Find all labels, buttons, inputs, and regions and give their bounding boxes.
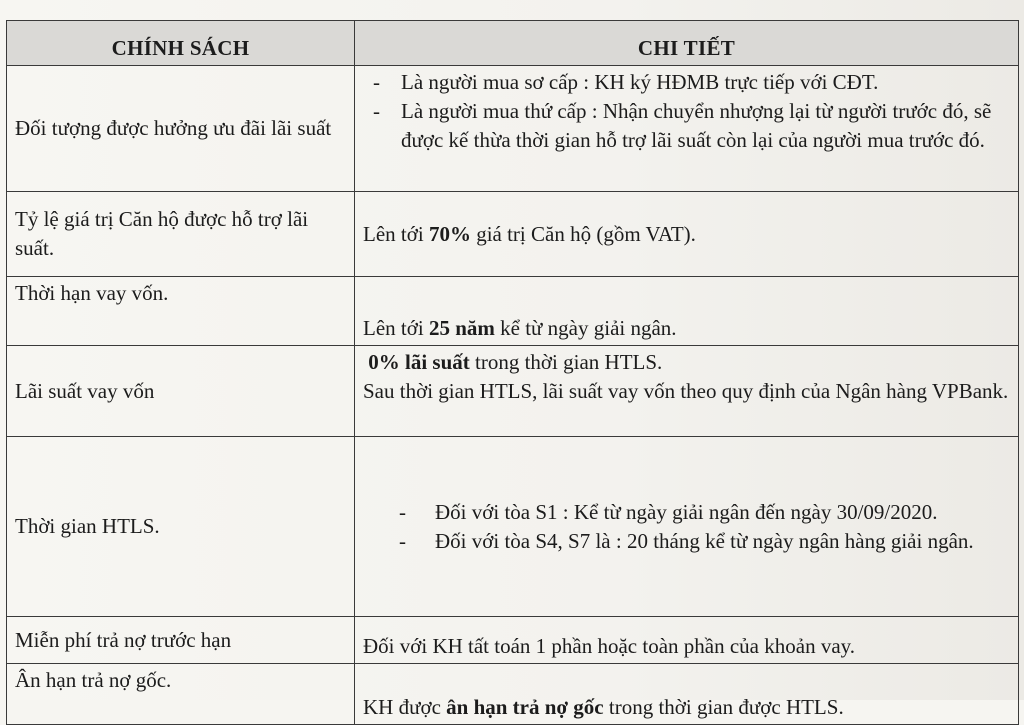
row-label-rate: Lãi suất vay vốn bbox=[7, 346, 355, 437]
list-item: - Là người mua thứ cấp : Nhận chuyển nhượng lại từ người trước đó, sẽ được kế thừa thời gian hỗ trợ lãi suất còn lại của người mua trước đó. bbox=[363, 97, 1010, 155]
row-detail-htls bbox=[355, 437, 1019, 617]
table-row bbox=[7, 277, 1019, 346]
row-label-eligible: Đối tượng được hưởng ưu đãi lãi suất bbox=[7, 66, 355, 192]
detail-text: giá trị Căn hộ (gồm VAT). bbox=[470, 221, 696, 246]
list-item: - Đối với tòa S4, S7 là : 20 tháng kể từ ngày ngân hàng giải ngân. bbox=[363, 527, 1010, 556]
row-label-prepay: Miễn phí trả nợ trước hạn bbox=[7, 617, 355, 664]
row-detail-prepay: Đối với KH tất toán 1 phần hoặc toàn phần của khoản vay. bbox=[355, 617, 1019, 664]
row-detail-rate bbox=[355, 346, 1019, 437]
detail-text: kể từ ngày giải ngân. bbox=[494, 316, 677, 340]
detail-emphasis: 0% lãi suất bbox=[368, 350, 470, 374]
list-item: - Đối với tòa S1 : Kể từ ngày giải ngân đến ngày 30/09/2020. bbox=[363, 498, 1010, 527]
header-details: CHI TIẾT bbox=[355, 21, 1019, 66]
detail-line: Sau thời gian HTLS, lãi suất vay vốn theo quy định của Ngân hàng VPBank. bbox=[363, 379, 1009, 403]
row-label-grace: Ân hạn trả nợ gốc. bbox=[7, 664, 355, 725]
table-row bbox=[7, 66, 1019, 192]
row-label-term: Thời hạn vay vốn. bbox=[7, 277, 355, 346]
detail-list bbox=[363, 68, 1010, 155]
detail-text: KH được bbox=[363, 695, 447, 719]
detail-text: trong thời gian HTLS. bbox=[469, 350, 663, 374]
detail-emphasis: ân hạn trả nợ gốc bbox=[446, 695, 604, 719]
table-row bbox=[7, 617, 1019, 664]
table-row bbox=[7, 346, 1019, 437]
detail-line bbox=[363, 348, 1010, 377]
detail-emphasis: 25 năm bbox=[428, 316, 495, 340]
detail-text: trong thời gian được HTLS. bbox=[603, 695, 844, 719]
row-detail-eligible bbox=[355, 66, 1019, 192]
detail-list bbox=[363, 498, 1010, 556]
policy-table bbox=[6, 20, 1019, 725]
table-header-row bbox=[7, 21, 1019, 66]
row-detail-term bbox=[355, 277, 1019, 346]
table-row bbox=[7, 192, 1019, 277]
row-detail-ratio bbox=[355, 192, 1019, 277]
row-label-ratio: Tỷ lệ giá trị Căn hộ được hỗ trợ lãi suất. bbox=[7, 192, 355, 277]
detail-emphasis: 70% bbox=[428, 221, 471, 246]
table-row bbox=[7, 664, 1019, 725]
table-row bbox=[7, 437, 1019, 617]
row-detail-grace bbox=[355, 664, 1019, 725]
detail-text: Lên tới bbox=[363, 221, 429, 246]
header-policy: CHÍNH SÁCH bbox=[7, 21, 355, 66]
list-item: - Là người mua sơ cấp : KH ký HĐMB trực tiếp với CĐT. bbox=[363, 68, 1010, 97]
row-label-htls: Thời gian HTLS. bbox=[7, 437, 355, 617]
detail-text: Lên tới bbox=[363, 316, 429, 340]
